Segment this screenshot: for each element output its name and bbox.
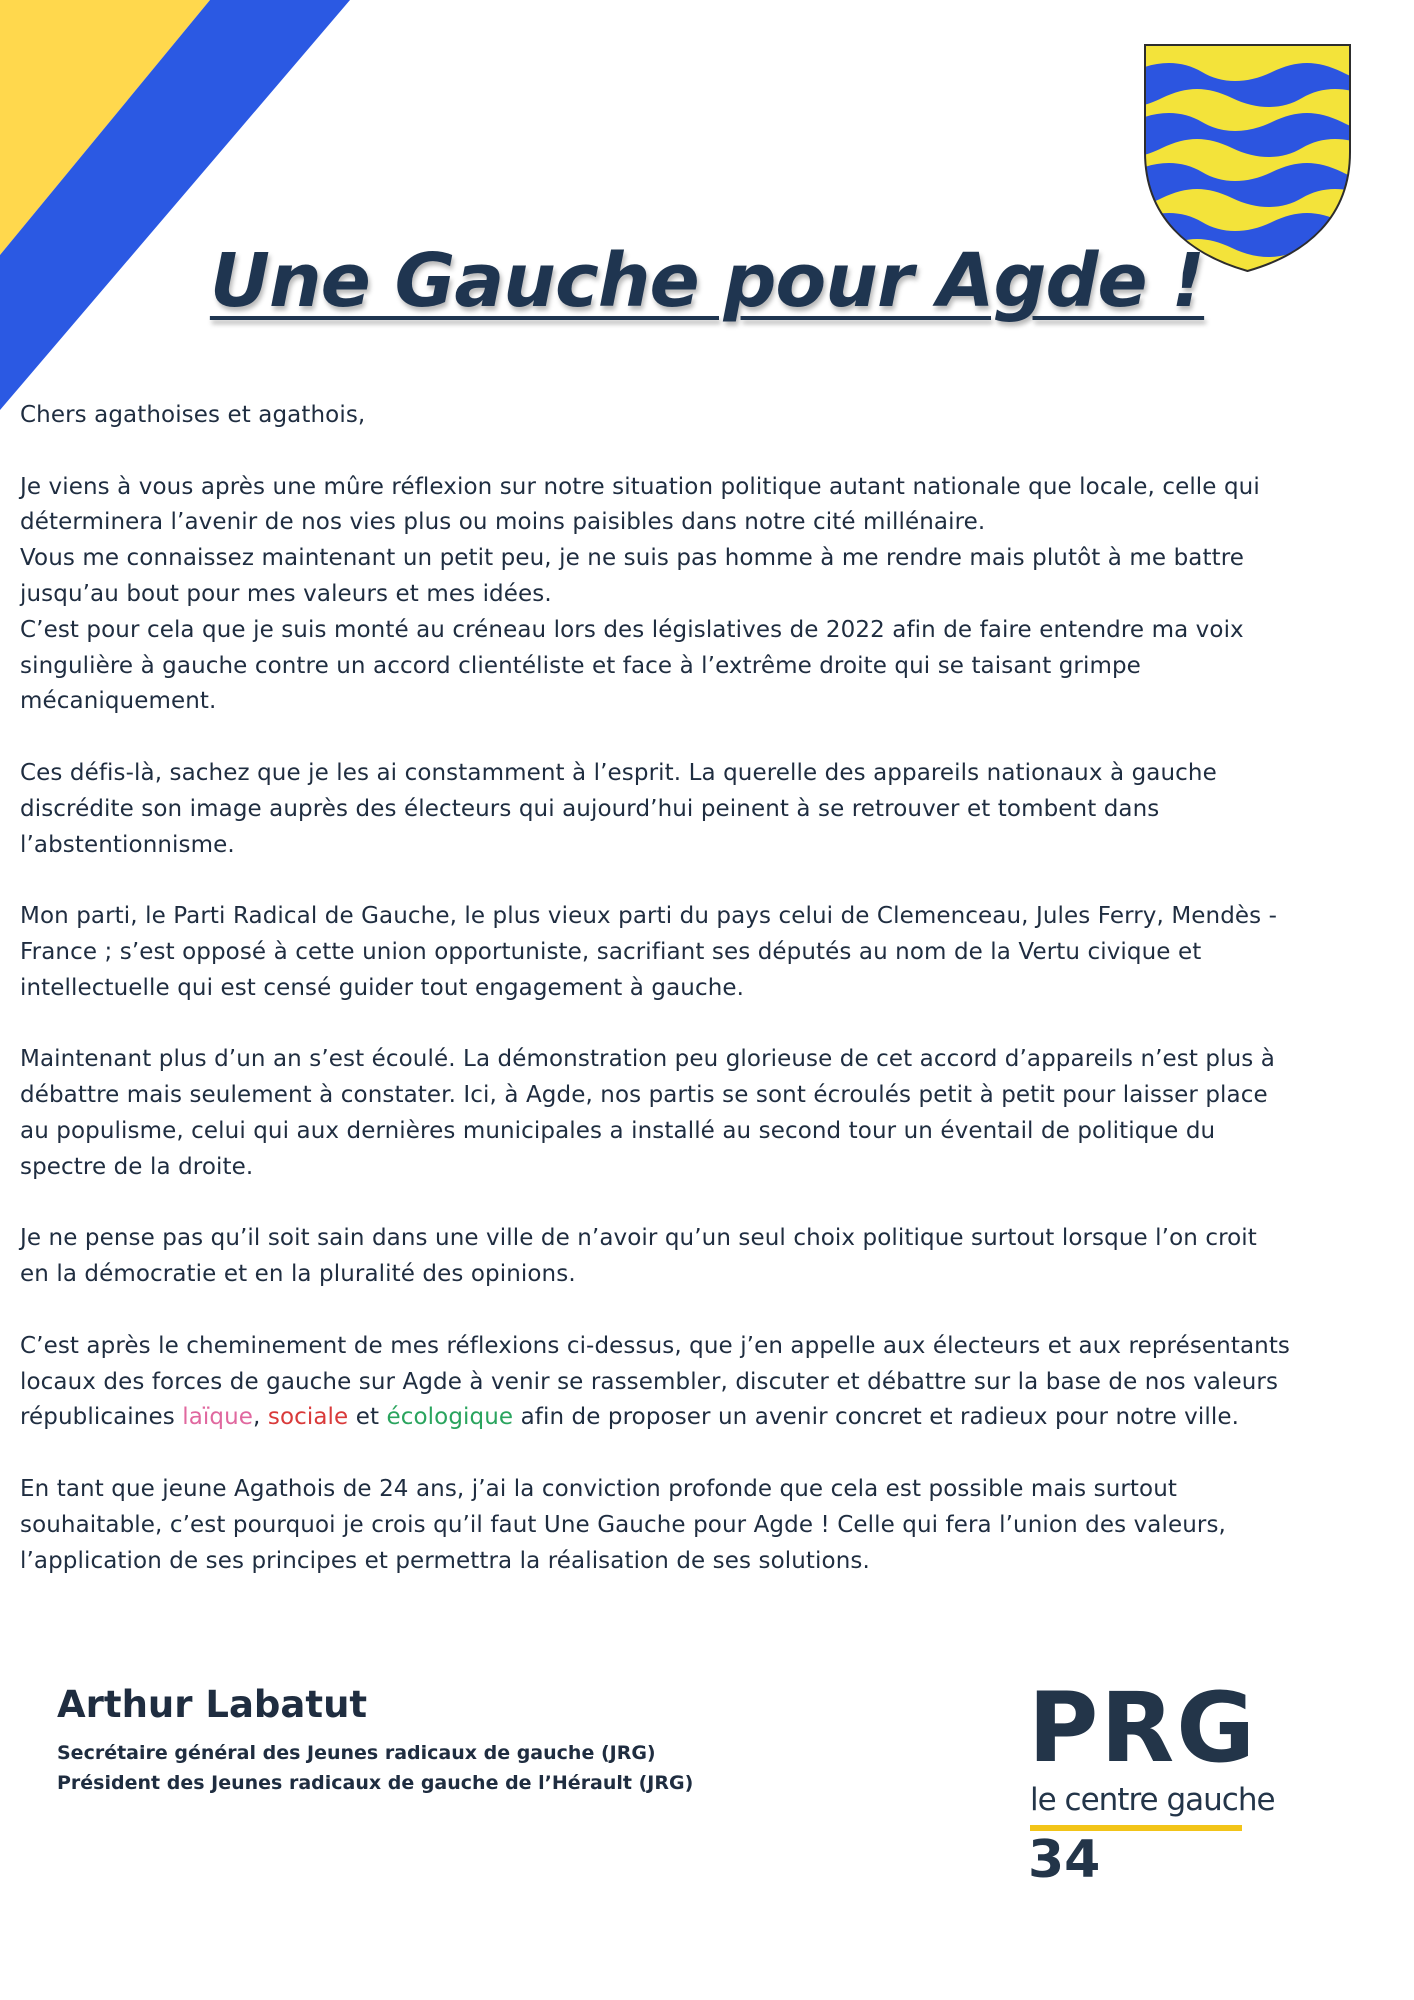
- text-line: en la démocratie et en la pluralité des opinions.: [20, 1261, 576, 1288]
- text-line: Vous me connaissez maintenant un petit peu, je ne suis pas homme à me rendre mais plutôt à me battre: [20, 545, 1245, 572]
- paragraph-1: [20, 470, 1400, 721]
- signature-name: Arthur Labatut: [57, 1683, 368, 1726]
- paragraph-5: [20, 1221, 1400, 1293]
- text-line: au populisme, celui qui aux dernières municipales a installé au second tour un éventail de politique du: [20, 1117, 1216, 1144]
- text-line: C’est après le cheminement de mes réflexions ci-dessus, que j’en appelle aux électeurs et aux représentants: [20, 1332, 1291, 1359]
- text-line: débattre mais seulement à constater. Ici, à Agde, nos partis se sont écroulés petit à petit pour laisser place: [20, 1082, 1268, 1109]
- signature-role-1: Secrétaire général des Jeunes radicaux de gauche (JRG): [57, 1742, 656, 1764]
- text-line: jusqu’au bout pour mes valeurs et mes idées.: [20, 580, 552, 607]
- prg-logo-subtitle: le centre gauche: [1030, 1782, 1275, 1818]
- text-line: l’application de ses principes et permettra la réalisation de ses solutions.: [20, 1547, 870, 1574]
- prg-logo-main: PRG: [1028, 1672, 1258, 1784]
- text-line: Je viens à vous après une mûre réflexion sur notre situation politique autant nationale que locale, celle qui: [20, 473, 1260, 500]
- text-line: spectre de la droite.: [20, 1153, 254, 1180]
- value-ecologique: écologique: [386, 1404, 514, 1431]
- signature-role-2: Président des Jeunes radicaux de gauche de l’Hérault (JRG): [57, 1772, 694, 1794]
- page-title: Une Gauche pour Agde !: [209, 238, 1205, 324]
- text-line: locaux des forces de gauche sur Agde à venir se rassembler, discuter et débattre sur la base de nos valeurs: [20, 1368, 1279, 1395]
- text-line: Maintenant plus d’un an s’est écoulé. La démonstration peu glorieuse de cet accord d’appareils n’est plus à: [20, 1046, 1275, 1073]
- text-line: l’abstentionnisme.: [20, 831, 235, 858]
- paragraph-7: [20, 1472, 1400, 1579]
- paragraph-4: [20, 1042, 1400, 1185]
- paragraph-6: [20, 1329, 1400, 1436]
- text-line: discrédite son image auprès des électeurs qui aujourd’hui peinent à se retrouver et tombent dans: [20, 795, 1160, 822]
- greeting: Chers agathoises et agathois,: [20, 402, 366, 428]
- text-line: Je ne pense pas qu’il soit sain dans une ville de n’avoir qu’un seul choix politique surtout lorsque l’on croit: [20, 1225, 1257, 1252]
- signature-block: [57, 1682, 693, 1798]
- text-line: En tant que jeune Agathois de 24 ans, j’ai la conviction profonde que cela est possible mais surtout: [20, 1475, 1178, 1502]
- prg-logo: [1028, 1672, 1328, 1890]
- text-line: singulière à gauche contre un accord clientéliste et face à l’extrême droite qui se taisant grimpe: [20, 652, 1141, 679]
- letter-body: [20, 398, 1400, 1615]
- text-line: C’est pour cela que je suis monté au créneau lors des législatives de 2022 afin de faire entendre ma voix: [20, 616, 1244, 643]
- text-line: souhaitable, c’est pourquoi je crois qu’il faut Une Gauche pour Agde ! Celle qui fera l’union des valeurs,: [20, 1511, 1226, 1538]
- text-line: intellectuelle qui est censé guider tout engagement à gauche.: [20, 974, 745, 1001]
- text-line: France ; s’est opposé à cette union opportuniste, sacrifiant ses députés au nom de la Vertu civique et: [20, 938, 1202, 965]
- paragraph-2: [20, 756, 1400, 863]
- corner-decoration: [0, 0, 360, 420]
- text-line: déterminera l’avenir de nos vies plus ou moins paisibles dans notre cité millénaire.: [20, 509, 986, 536]
- text-line: mécaniquement.: [20, 688, 217, 715]
- paragraph-3: [20, 899, 1400, 1006]
- prg-logo-number: 34: [1028, 1830, 1101, 1890]
- value-sociale: sociale: [267, 1404, 349, 1431]
- text-line: républicaines laïque, sociale et écologique afin de proposer un avenir concret et radieux pour notre ville.: [20, 1404, 1240, 1431]
- value-laique: laïque: [182, 1404, 254, 1431]
- text-line: Mon parti, le Parti Radical de Gauche, le plus vieux parti du pays celui de Clemenceau, Jules Ferry, Mendès -: [20, 903, 1278, 930]
- text-line: Ces défis-là, sachez que je les ai constamment à l’esprit. La querelle des appareils nationaux à gauche: [20, 759, 1217, 786]
